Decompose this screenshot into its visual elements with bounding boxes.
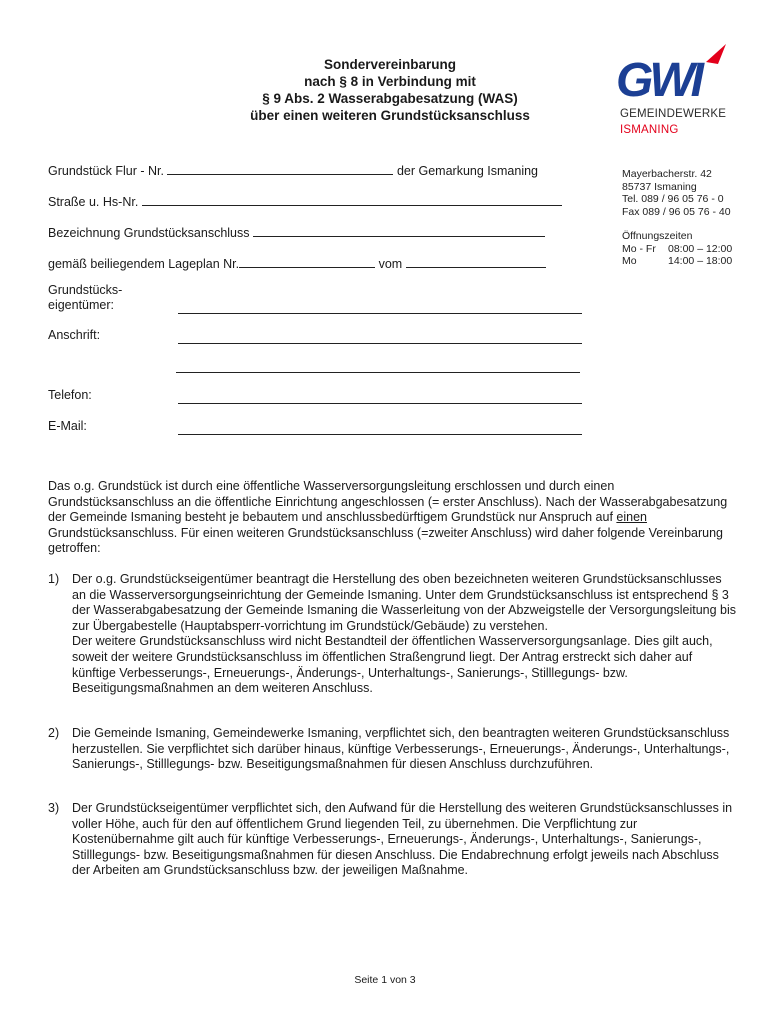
- intro-text-2: Grundstücksanschluss. Für einen weiteren Grundstücksanschluss (=zweiter Anschluss) wird daher folgende Vereinbarung getroffen:: [48, 525, 723, 556]
- page-number: Seite 1 von 3: [354, 974, 416, 986]
- contact-street: Mayerbacherstr. 42: [622, 168, 712, 180]
- clause-number: 3): [48, 801, 60, 815]
- logo-wordmark: GWI: [616, 54, 700, 107]
- bezeichnung-label: Bezeichnung Grundstücksanschluss: [48, 226, 250, 240]
- title-line-2: nach § 8 in Verbindung mit: [304, 74, 476, 89]
- telefon-field[interactable]: [178, 402, 582, 404]
- email-label: E-Mail:: [48, 419, 87, 433]
- hours-time: 14:00 – 18:00: [668, 255, 733, 267]
- vom-field[interactable]: [406, 255, 546, 268]
- hours-title: Öffnungszeiten: [622, 230, 693, 242]
- lageplan-label: gemäß beiliegendem Lageplan Nr.: [48, 257, 240, 271]
- lageplan-row: [48, 255, 546, 271]
- intro-paragraph: [48, 479, 738, 557]
- bezeichnung-field[interactable]: [253, 224, 545, 237]
- hours-row-1: [622, 243, 732, 256]
- hours-days: Mo: [622, 255, 637, 267]
- clause-text: Der o.g. Grundstückseigentümer beantragt die Herstellung des oben bezeichneten weiteren Grundstücksanschlusses an die Wasserversorgungseinrichtung der Gemeinde Ismaning. Unter dem Grundstücksanschluss ist entsprechend § 3 der Wasserabgabesatzung der Gemeinde Ismaning die Wasserleitung von der Abzweigstelle der Versorgungsleitung bis zur Übergabestelle (Hauptabsperr-vorrichtung im Grundstück/Gebäude) zu verstehen.: [72, 572, 737, 633]
- logo-line-2: ISMANING: [620, 124, 679, 136]
- flur-label: Grundstück Flur - Nr.: [48, 164, 164, 178]
- hours-row-2: [622, 255, 732, 268]
- contact-fax: Fax 089 / 96 05 76 - 40: [622, 205, 731, 218]
- eigentuemer-label: [48, 283, 122, 313]
- clause-2: [48, 726, 738, 773]
- eigentuemer-label-2: eigentümer:: [48, 298, 115, 312]
- flur-row: [48, 162, 538, 178]
- gemarkung-label: der Gemarkung Ismaning: [396, 164, 539, 178]
- clause-text: Der Grundstückseigentümer verpflichtet sich, den Aufwand für die Herstellung des weiteren Grundstücksanschlusses in voller Höhe, auch für den auf öffentlichem Grund liegenden Teil, zu übernehmen. Die Verpflichtung zur Kostenübernahme gilt auch für künftige Verbesserungs-, Erneuerungs-, Änderungs-, Unterhaltungs-, Sanierungs-, Stilllegungs- bzw. Beseitigungsmaßnahmen für diesen Anschluss. Die Endabrechnung erfolgt jeweils nach Abschluss der Arbeiten am Grundstücksanschluss bzw. der jeweiligen Maßnahme.: [72, 801, 733, 878]
- eigentuemer-label-1: Grundstücks-: [48, 283, 123, 297]
- clause-1: [48, 572, 738, 697]
- strasse-row: [48, 193, 562, 209]
- anschrift-label: Anschrift:: [48, 328, 101, 342]
- anschrift-field-2[interactable]: [176, 371, 580, 373]
- contact-tel: Tel. 089 / 96 05 76 - 0: [622, 193, 724, 205]
- clause-number: 1): [48, 572, 60, 586]
- bezeichnung-row: [48, 224, 545, 240]
- lageplan-field[interactable]: [239, 255, 375, 268]
- contact-city: 85737 Ismaning: [622, 180, 697, 193]
- contact-block: [622, 168, 732, 268]
- clause-3: [48, 801, 738, 879]
- hours-time: 08:00 – 12:00: [668, 242, 733, 255]
- logo-line-1: GEMEINDEWERKE: [620, 108, 727, 120]
- clause-text: Die Gemeinde Ismaning, Gemeindewerke Ismaning, verpflichtet sich, den beantragten weiteren Grundstücksanschluss herzustellen. Sie verpflichtet sich darüber hinaus, künftige Verbesserungs-, Erneuerungs-, Änderungs-, Unterhaltungs-, Sanierungs-, Stilllegungs- bzw. Beseitigungsmaßnahmen für diesen Anschluss durchzuführen.: [72, 726, 730, 772]
- title-line-1: Sondervereinbarung: [323, 57, 457, 72]
- clause-number: 2): [48, 726, 60, 740]
- intro-text-1: Das o.g. Grundstück ist durch eine öffentliche Wasserversorgungsleitung erschlossen und durch einen Grundstücksanschluss an die öffentliche Einrichtung angeschlossen (= erster Anschluss). Nach der Wasserabgabesatzung der Gemeinde Ismaning besteht je bebautem und anschlussbedürftigem Grundstück nur Anspruch auf: [48, 479, 728, 525]
- telefon-label: Telefon:: [48, 388, 92, 402]
- email-field[interactable]: [178, 433, 582, 435]
- flur-field[interactable]: [167, 162, 393, 175]
- clause-text-2: Der weitere Grundstücksanschluss wird nicht Bestandteil der öffentlichen Wasserversorgungsanlage. Dies gilt auch, soweit der weitere Grundstücksanschluss im öffentlichen Straßengrund liegt. Der Antrag erstreckt sich daher auf künftige Verbesserungs-, Erneuerungs-, Änderungs-, Unterhaltungs-, Sanierungs-, Stilllegungs- bzw. Beseitigungsmaßnahmen an dem weiteren Anschluss.: [72, 634, 713, 696]
- vom-label: vom: [378, 257, 403, 271]
- logo-red-accent: [706, 44, 726, 64]
- strasse-field[interactable]: [142, 193, 562, 206]
- anschrift-field-1[interactable]: [178, 342, 582, 344]
- document-title: [200, 56, 580, 124]
- intro-underlined: einen: [616, 510, 647, 525]
- title-line-4: über einen weiteren Grundstücksanschluss: [250, 108, 530, 123]
- eigentuemer-field[interactable]: [178, 312, 582, 314]
- strasse-label: Straße u. Hs-Nr.: [48, 195, 139, 209]
- title-line-3: § 9 Abs. 2 Wasserabgabesatzung (WAS): [262, 91, 518, 106]
- hours-days: Mo - Fr: [622, 242, 656, 255]
